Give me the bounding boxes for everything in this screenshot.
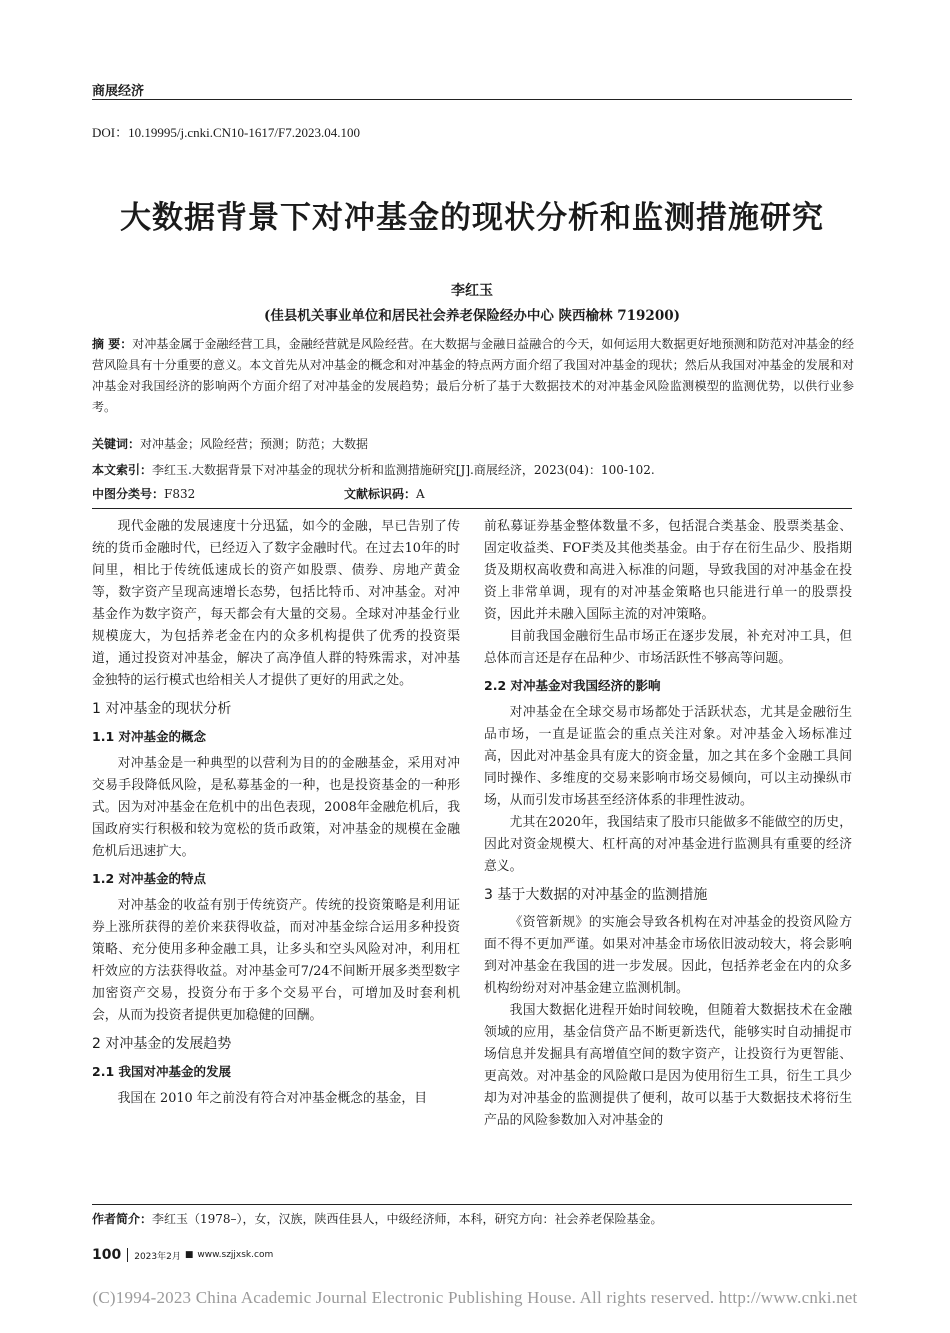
section-heading: 2 对冲基金的发展趋势 [92,1036,232,1052]
body-paragraph: 对冲基金在全球交易市场都处于活跃状态，尤其是金融衍生品市场，一直是证监会的重点关注对象。对冲基金入场标准过高，因此对冲基金具有庞大的资金量，加之其在多个金融工具间同时操作、多维度的交易来影响市场交易倾向，可以主动操纵市场，从而引发市场甚至经济体系的非理性波动。 [484,705,852,808]
body-paragraph: 现代金融的发展速度十分迅猛，如今的金融，早已告别了传统的货币金融时代，已经迈入了数字金融时代。在过去10年的时间里，相比于传统低速成长的资产如股票、债券、房地产黄金等，数字资产呈现高速增长态势，包括比特币、对冲基金。对冲基金作为数字资产，每天都会有大量的交易。全球对冲基金行业规模庞大，为包括养老金在内的众多机构提供了优秀的投资渠道，通过投资对冲基金，解决了高净值人群的特殊需求，对冲基金独特的运行模式也给相关人才提供了更好的用武之处。 [92,519,460,688]
footer-divider [127,1248,128,1262]
footer-issue: 2023年2月 [134,1251,181,1262]
clc-label: 中图分类号： [92,487,165,501]
article-title: 大数据背景下对冲基金的现状分析和监测措施研究 [120,200,824,236]
page-footer [92,1247,273,1263]
body-paragraph: 《资管新规》的实施会导致各机构在对冲基金的投资风险方面不得不更加严谨。如果对冲基金市场依旧波动较大，将会影响到对冲基金在我国的进一步发展。因此，包括养老金在内的众多机构纷纷对对冲基金建立监测机制。 [484,915,852,996]
body-paragraph: 我国大数据化进程开始时间较晚，但随着大数据技术在金融领域的应用，基金信贷产品不断更新迭代，能够实时自动捕捉市场信息并发掘具有高增值空间的数字资产，让投资行为更智能、更高效。对冲基金的风险敞口是因为使用衍生工具，衍生工具少却为对冲基金的监测提供了便利，故可以基于大数据技术将衍生产品的风险参数加入对冲基金的 [484,1003,852,1128]
abstract-label: 摘 要： [92,337,133,351]
citation [92,460,854,481]
keywords-text: 对冲基金；风险经营；预测；防范；大数据 [140,437,369,451]
subsection-heading: 2.2 对冲基金对我国经济的影响 [484,678,661,693]
bio-label: 作者简介： [92,1212,153,1226]
footer-website: www.szjjxsk.com [197,1250,274,1260]
journal-name: 商展经济 [92,84,145,99]
body-paragraph: 我国在 2010 年之前没有符合对冲基金概念的基金，目 [117,1091,428,1106]
body-paragraph: 对冲基金是一种典型的以营利为目的的金融基金，采用对冲交易手段降低风险，是私募基金的一种，也是投资基金的一种形式。因为对冲基金在危机中的出色表现，2008年金融危机后，我国政府实行积极和较为宽松的货币政策，对冲基金的规模在金融危机后迅速扩大。 [92,756,460,859]
body-paragraph: 尤其在2020年，我国结束了股市只能做多不能做空的历史，因此对资金规模大、杠杆高的对冲基金进行监测具有重要的经济意义。 [484,815,852,874]
meta-rule [92,508,852,509]
document-code [344,484,425,505]
abstract-text: 对冲基金属于金融经营工具，金融经营就是风险经营。在大数据与金融日益融合的今天，如何运用大数据更好地预测和防范对冲基金的经营风险具有十分重要的意义。本文首先从对冲基金的概念和对冲基金的特点两方面介绍了我国对冲基金的现状；然后从我国对冲基金的发展和对冲基金对我国经济的影响两个方面介绍了对冲基金的发展趋势；最后分析了基于大数据技术的对冲基金风险监测模型的监测优势，以供行业参考。 [92,337,854,414]
doc-code-value: A [416,487,425,501]
body-right-column [484,516,852,1132]
section-heading: 1 对冲基金的现状分析 [92,701,232,717]
body-paragraph: 目前我国金融衍生品市场正在逐步发展，补充对冲工具，但总体而言还是存在品种少、市场活跃性不够高等问题。 [484,629,852,666]
subsection-heading: 1.2 对冲基金的特点 [92,871,206,886]
body-left-column [92,516,460,1110]
doi: DOI：10.19995/j.cnki.CN10-1617/F7.2023.04.100 [92,125,360,140]
bio-text: 李红玉（1978–），女，汉族，陕西佳县人，中级经济师，本科，研究方向：社会养老保险基金。 [152,1212,663,1226]
doc-code-label: 文献标识码： [344,487,417,501]
copyright-watermark: (C)1994-2023 China Academic Journal Electronic Publishing House. All rights reserved. http://www.cnki.net [92,1288,858,1307]
footer-square-icon: ■ [184,1250,194,1260]
page-number: 100 [92,1247,122,1263]
section-heading: 3 基于大数据的对冲基金的监测措施 [484,887,708,903]
author-name: 李红玉 [451,283,493,299]
body-paragraph: 前私募证券基金整体数量不多，包括混合类基金、股票类基金、固定收益类、FOF类及其他类基金。由于存在衍生品少、股指期货及期权高收费和高进入标准的问题，导致我国的对冲基金在投资上非常单调，现有的对冲基金策略也只能进行单一的股票投资，因此并未融入国际主流的对冲策略。 [484,519,852,622]
body-paragraph: 对冲基金的收益有别于传统资产。传统的投资策略是利用证券上涨所获得的差价来获得收益，而对冲基金综合运用多种投资策略、充分使用多种金融工具，让多头和空头风险对冲，利用杠杆效应的方法获得收益。对冲基金可7/24不间断开展多类型数字加密资产交易，投资分布于多个交易平台，可增加及时套利机会，从而为投资者提供更加稳健的回酬。 [92,898,460,1023]
classification-line [92,484,854,505]
clc-value: F832 [164,487,196,501]
author-affiliation: (佳县机关事业单位和居民社会养老保险经办中心 陕西榆林 719200) [263,308,681,324]
header-rule [92,99,852,100]
citation-text: 李红玉.大数据背景下对冲基金的现状分析和监测措施研究[J].商展经济，2023(04)：100-102. [152,463,655,477]
author-bio [92,1210,852,1227]
keywords-label: 关键词： [92,437,141,451]
keywords [92,434,854,455]
bio-rule [92,1204,852,1205]
citation-label: 本文索引： [92,463,153,477]
subsection-heading: 1.1 对冲基金的概念 [92,729,206,744]
abstract [92,334,854,418]
subsection-heading: 2.1 我国对冲基金的发展 [92,1064,231,1079]
